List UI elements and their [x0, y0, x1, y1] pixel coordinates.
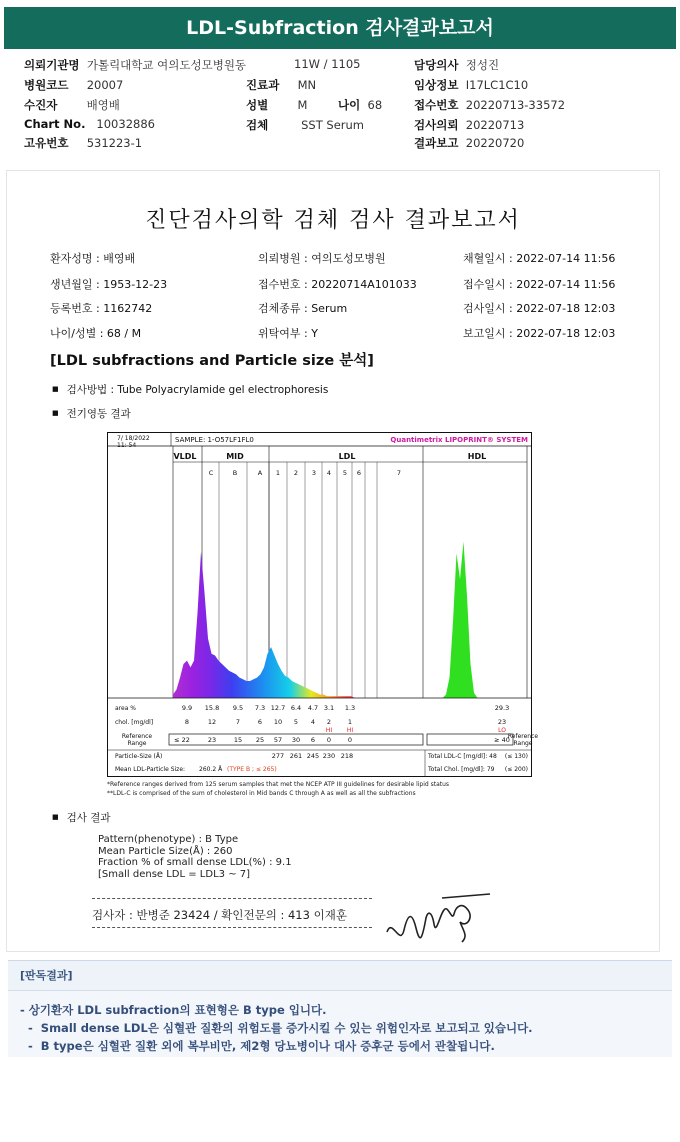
flag-hi: HI	[325, 727, 333, 734]
chart-title: Quantimetrix LIPOPRINT® SYSTEM	[390, 436, 528, 444]
chart-date: 7/ 18/2022	[117, 435, 150, 442]
band-label-1: 1	[275, 469, 281, 477]
info-code: 병원코드 20007	[24, 78, 124, 92]
particle-value: 230	[322, 752, 336, 760]
info-sex: 성별 M	[246, 98, 308, 112]
particle-value: 245	[306, 752, 320, 760]
header-title: LDL-Subfraction 검사결과보고서	[4, 7, 676, 49]
result-heading: ■ 검사 결과	[52, 810, 111, 825]
area-value: 7.3	[254, 704, 266, 712]
total-chol: Total Chol. [mg/dl]: 79	[428, 766, 495, 773]
signature-divider-top	[92, 898, 372, 899]
field-specimen: 검체종류 : Serum	[258, 302, 348, 315]
ref-value: ≥ 40	[494, 736, 510, 744]
result-fraction: Fraction % of small dense LDL(%) : 9.1	[98, 857, 292, 868]
area-value: 15.8	[204, 704, 220, 712]
ref-value: 30	[291, 736, 301, 744]
info-patient: 수진자 배영배	[24, 98, 120, 112]
judgement-line-3: - B type은 심혈관 질환 외에 복부비만, 제2형 당뇨병이나 대사 증후군 등에서 관찰됩니다.	[20, 1039, 495, 1053]
judgement-line-1: - 상기환자 LDL subfraction의 표현형은 B type 입니다.	[20, 1003, 327, 1017]
chol-value: 12	[207, 718, 217, 726]
electro-heading: ■ 전기영동 결과	[52, 406, 131, 421]
chart-note: *Reference ranges derived from 125 serum samples that met the NCEP ATP III guidelines for desirable lipid status	[107, 781, 450, 788]
chol-value: 8	[184, 718, 190, 726]
row-label-area: area %	[115, 705, 136, 712]
chol-value: 1	[347, 718, 353, 726]
info-age: 나이 68	[338, 98, 383, 112]
total-ldl: Total LDL-C [mg/dl]: 48	[428, 753, 497, 760]
chol-value: 23	[497, 718, 507, 726]
band-label-7: 7	[396, 469, 402, 477]
flag-lo: LO	[498, 727, 506, 734]
ref-label-1-right: Reference	[507, 733, 539, 740]
particle-value: 277	[271, 752, 285, 760]
signature-divider-bottom	[92, 927, 372, 928]
result-size: Mean Particle Size(Å) : 260	[98, 845, 233, 857]
signature-image	[382, 892, 492, 948]
ref-value: 0	[326, 736, 332, 744]
chol-value: 4	[310, 718, 316, 726]
chol-value: 7	[235, 718, 241, 726]
field-received: 접수일시 : 2022-07-14 11:56	[463, 278, 616, 291]
group-label-mid: MID	[226, 452, 244, 461]
result-list	[98, 834, 292, 880]
mean-type: (TYPE B ; ≤ 265)	[227, 766, 277, 773]
ref-value: ≤ 22	[174, 736, 190, 744]
mean-value: 260.2 Å	[199, 766, 223, 773]
ref-value: 0	[347, 736, 353, 744]
group-label-hdl: HDL	[467, 452, 487, 461]
ref-label-1: Reference	[121, 733, 153, 740]
info-specimen: 검체 SST Serum	[246, 118, 364, 132]
ref-value: 57	[273, 736, 283, 744]
band-label-5: 5	[342, 469, 348, 477]
judgement-heading: [판독결과]	[8, 960, 672, 990]
result-pattern: Pattern(phenotype) : B Type	[98, 834, 239, 845]
field-birth: 생년월일 : 1953-12-23	[50, 278, 168, 291]
row-label-chol: chol. [mg/dl]	[115, 719, 154, 726]
area-value: 29.3	[494, 704, 510, 712]
info-receipt: 접수번호 20220713-33572	[414, 98, 566, 112]
info-ward: 11W / 1105	[294, 57, 361, 71]
area-value: 3.1	[323, 704, 335, 712]
signature-text: 검사자 : 반병준 23424 / 확인전문의 : 413 이재훈	[92, 908, 347, 922]
area-value: 12.7	[270, 704, 286, 712]
area-value: 1.3	[344, 704, 356, 712]
judgement-body	[8, 990, 672, 1057]
chol-value: 6	[257, 718, 263, 726]
info-report: 결과보고 20220720	[414, 136, 525, 150]
judgement-panel	[0, 956, 680, 1142]
band-label-3: 3	[311, 469, 317, 477]
total-chol-range: (≤ 200)	[504, 766, 528, 773]
band-label-C: C	[208, 469, 214, 477]
field-consign: 위탁여부 : Y	[258, 327, 318, 340]
chol-value: 2	[326, 718, 332, 726]
field-test: 검사일시 : 2022-07-18 12:03	[463, 302, 616, 315]
chart-sample: SAMPLE: 1-O57LF1FL0	[175, 436, 254, 444]
field-agesex: 나이/성별 : 68 / M	[50, 327, 142, 340]
info-hospital: 의뢰기관명 가톨릭대학교 여의도성모병원동	[24, 58, 247, 72]
field-regno: 등록번호 : 1162742	[50, 302, 153, 315]
info-id: 고유번호 531223-1	[24, 136, 143, 150]
method-text: ■ 검사방법 : Tube Polyacrylamide gel electrophoresis	[52, 382, 328, 397]
particle-value: 261	[289, 752, 303, 760]
mean-label: Mean LDL-Particle Size:	[115, 766, 186, 773]
group-label-ldl: LDL	[338, 452, 356, 461]
field-receipt: 접수번호 : 20220714A101033	[258, 278, 417, 291]
band-label-A: A	[257, 469, 263, 477]
flag-hi: HI	[346, 727, 354, 734]
field-reported: 보고일시 : 2022-07-18 12:03	[463, 327, 616, 340]
area-value: 6.4	[290, 704, 302, 712]
judgement-line-2: - Small dense LDL은 심혈관 질환의 위험도를 증가시킬 수 있는 위험인자로 보고되고 있습니다.	[20, 1021, 533, 1035]
area-value: 4.7	[307, 704, 319, 712]
info-request: 검사의뢰 20220713	[414, 118, 525, 132]
report-title: 진단검사의학 검체 검사 결과보고서	[145, 208, 521, 233]
total-ldl-range: (≤ 130)	[504, 753, 528, 760]
group-label-vldl: VLDL	[173, 452, 197, 461]
area-value: 9.5	[232, 704, 244, 712]
ref-value: 23	[207, 736, 217, 744]
band-label-2: 2	[293, 469, 299, 477]
electrophoresis-chart	[107, 432, 539, 777]
ref-label-2: Range	[127, 740, 147, 747]
info-chart: Chart No. 10032886	[24, 117, 155, 131]
header	[0, 0, 680, 50]
chol-value: 10	[273, 718, 283, 726]
info-dept: 진료과 MN	[246, 78, 317, 92]
ref-value: 15	[233, 736, 243, 744]
info-doctor: 담당의사 정성진	[414, 58, 500, 72]
chart-time: 11: 54	[117, 442, 137, 449]
area-value: 9.9	[181, 704, 193, 712]
band-label-4: 4	[326, 469, 332, 477]
field-name: 환자성명 : 배영배	[50, 252, 136, 265]
chart-frame	[108, 433, 532, 777]
band-label-6: 6	[356, 469, 362, 477]
ref-value: 6	[310, 736, 316, 744]
band-label-B: B	[232, 469, 238, 477]
chol-value: 5	[293, 718, 299, 726]
chart-note: **LDL-C is comprised of the sum of cholesterol in Mid bands C through A as well as all the subfractions	[107, 790, 416, 797]
ref-value: 25	[255, 736, 265, 744]
field-collect: 채혈일시 : 2022-07-14 11:56	[463, 252, 616, 265]
info-clinical: 임상정보 I17LC1C10	[414, 78, 529, 92]
particle-value: 218	[340, 752, 354, 760]
section-title: [LDL subfractions and Particle size 분석]	[50, 353, 374, 369]
result-definition: [Small dense LDL = LDL3 ~ 7]	[98, 868, 251, 880]
row-label-particle: Particle-Size (Å)	[115, 753, 163, 760]
ref-label-2-right: Range	[513, 740, 533, 747]
field-hospital: 의뢰병원 : 여의도성모병원	[258, 252, 386, 265]
